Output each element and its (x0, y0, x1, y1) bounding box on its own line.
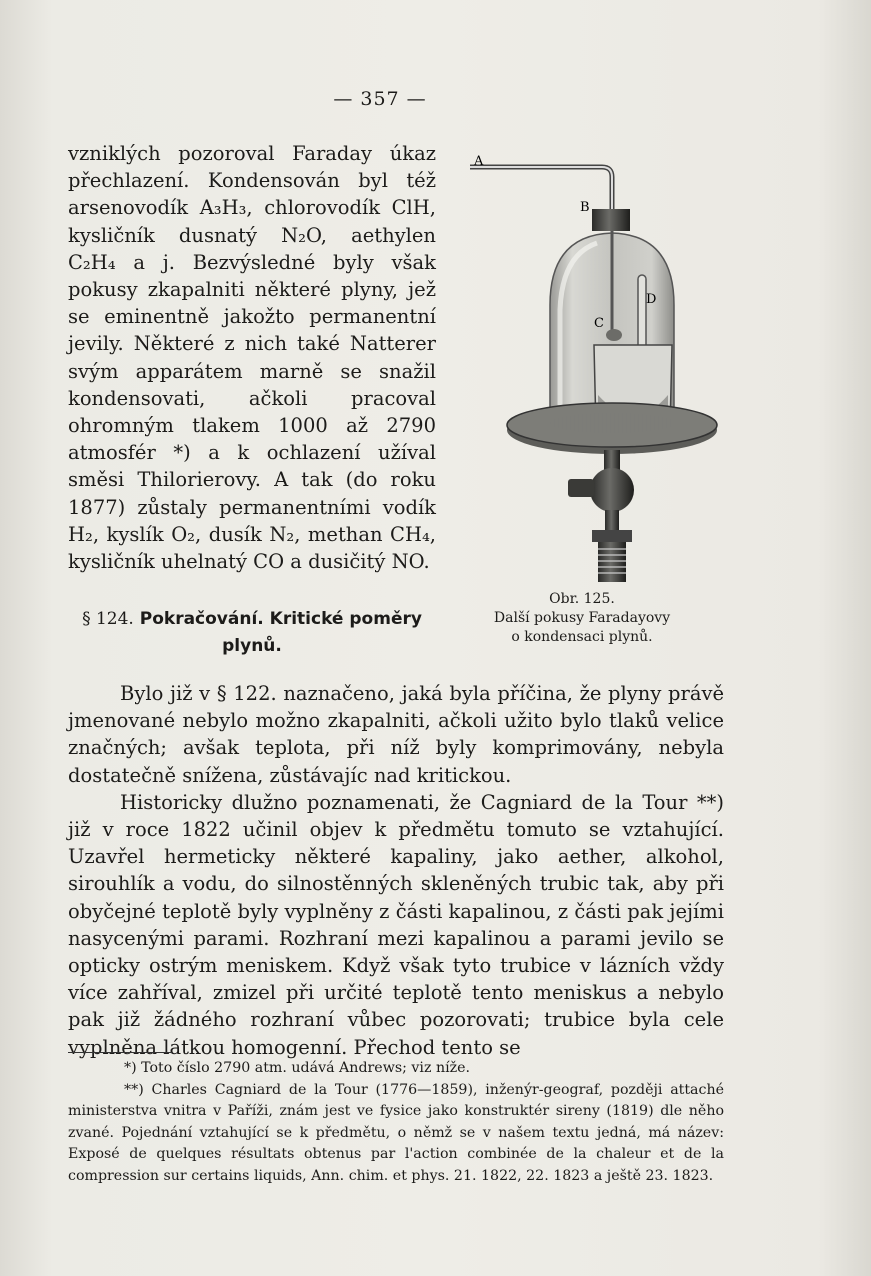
footnote-2: **) Charles Cagniard de la Tour (1776—1859), inženýr-geograf, později attaché ministerstva vnitra v Paříži, znám jest ve fysice jako konstruktér sireny (1819) dle něho zvané. Pojednání vztahující se k předmětu, o němž se v našem textu jedná, má název: Exposé de quelques résultats obtenus par l'action combinée de la chaleur et de la compression sur certains liquids, Ann. chim. et phys. 21. 1822, 22. 1823 a ještě 23. 1823. (68, 1081, 724, 1184)
footnote-1: *) Toto číslo 2790 atm. udává Andrews; viz níže. (124, 1060, 471, 1076)
left-column-text (68, 140, 436, 575)
caption-line-2: Další pokusy Faradayovy (493, 610, 671, 626)
label-a: A (474, 154, 484, 169)
intro-paragraph: vzniklých pozoroval Faraday úkaz přechlazení. Kondensován byl též arsenovodík A₃H₃, chlorovodík ClH, kysličník dusnatý N₂O, aethylen C₂H₄ a j. Bezvýsledné byly však pokusy zkapalniti některé plyny, jež se eminentně jakožto permanentní jevily. Některé z nich také Natterer svým apparátem marně se snažil kondensovati, ačkoli pracoval ohromným tlakem 1000 až 2790 atmosfér *) a k ochlazení užíval směsi Thilorierovy. A tak (do roku 1877) zůstaly permanentními vodík H₂, kyslík O₂, dusík N₂, methan CH₄, kysličník uhelnatý CO a dusičitý NO. (68, 142, 436, 574)
apparatus-illustration (462, 145, 722, 595)
main-text (68, 680, 724, 1061)
paragraph-1: Bylo již v § 122. naznačeno, jaká byla příčina, že plyny právě jmenované nebylo možno zkapalniti, ačkoli užito bylo tlaků velice značných; avšak teplota, při níž byly komprimovány, nebyla dostatečně snížena, zůstávajíc nad kritickou. (68, 682, 724, 787)
threaded-fitting (592, 530, 632, 542)
label-d: D (646, 292, 657, 307)
caption-figure-number: Obr. 125. (549, 591, 615, 607)
footnotes (68, 1058, 724, 1188)
section-heading (68, 606, 436, 660)
figure-faraday-apparatus (462, 145, 722, 595)
stopper (592, 209, 630, 231)
valve-handle (568, 479, 594, 497)
section-number: § 124. (82, 609, 134, 629)
valve (590, 468, 634, 512)
caption-line-3: o kondensaci plynů. (511, 629, 653, 645)
page-number: — 357 — (333, 88, 427, 110)
footnote-divider (68, 1052, 172, 1053)
paragraph-2: Historicky dlužno poznamenati, že Cagniard de la Tour **) již v roce 1822 učinil objev k předmětu tomuto se vztahující. Uzavřel hermeticky některé kapaliny, jako aether, alkohol, sirouhlík a vodu, do silnostěnných skleněných trubic tak, aby při obyčejné teplotě byly vyplněny z části kapalinou, z části pak jejími nasycenými parami. Rozhraní mezi kapalinou a parami jevilo se opticky ostrým meniskem. Když však tyto trubice v lázních vždy více zahříval, zmizel při určité teplotě tento meniskus a nebylo pak již žádného rozhraní vůbec pozorovati; trubice byla cele vyplněna látkou homogenní. Přechod tento se (68, 790, 724, 1059)
section-title: Pokračování. Kritické poměry plynů. (139, 609, 422, 656)
label-c: C (594, 316, 604, 331)
figure-caption (462, 590, 702, 647)
outlet-tube (470, 167, 612, 215)
label-b: B (580, 200, 590, 215)
